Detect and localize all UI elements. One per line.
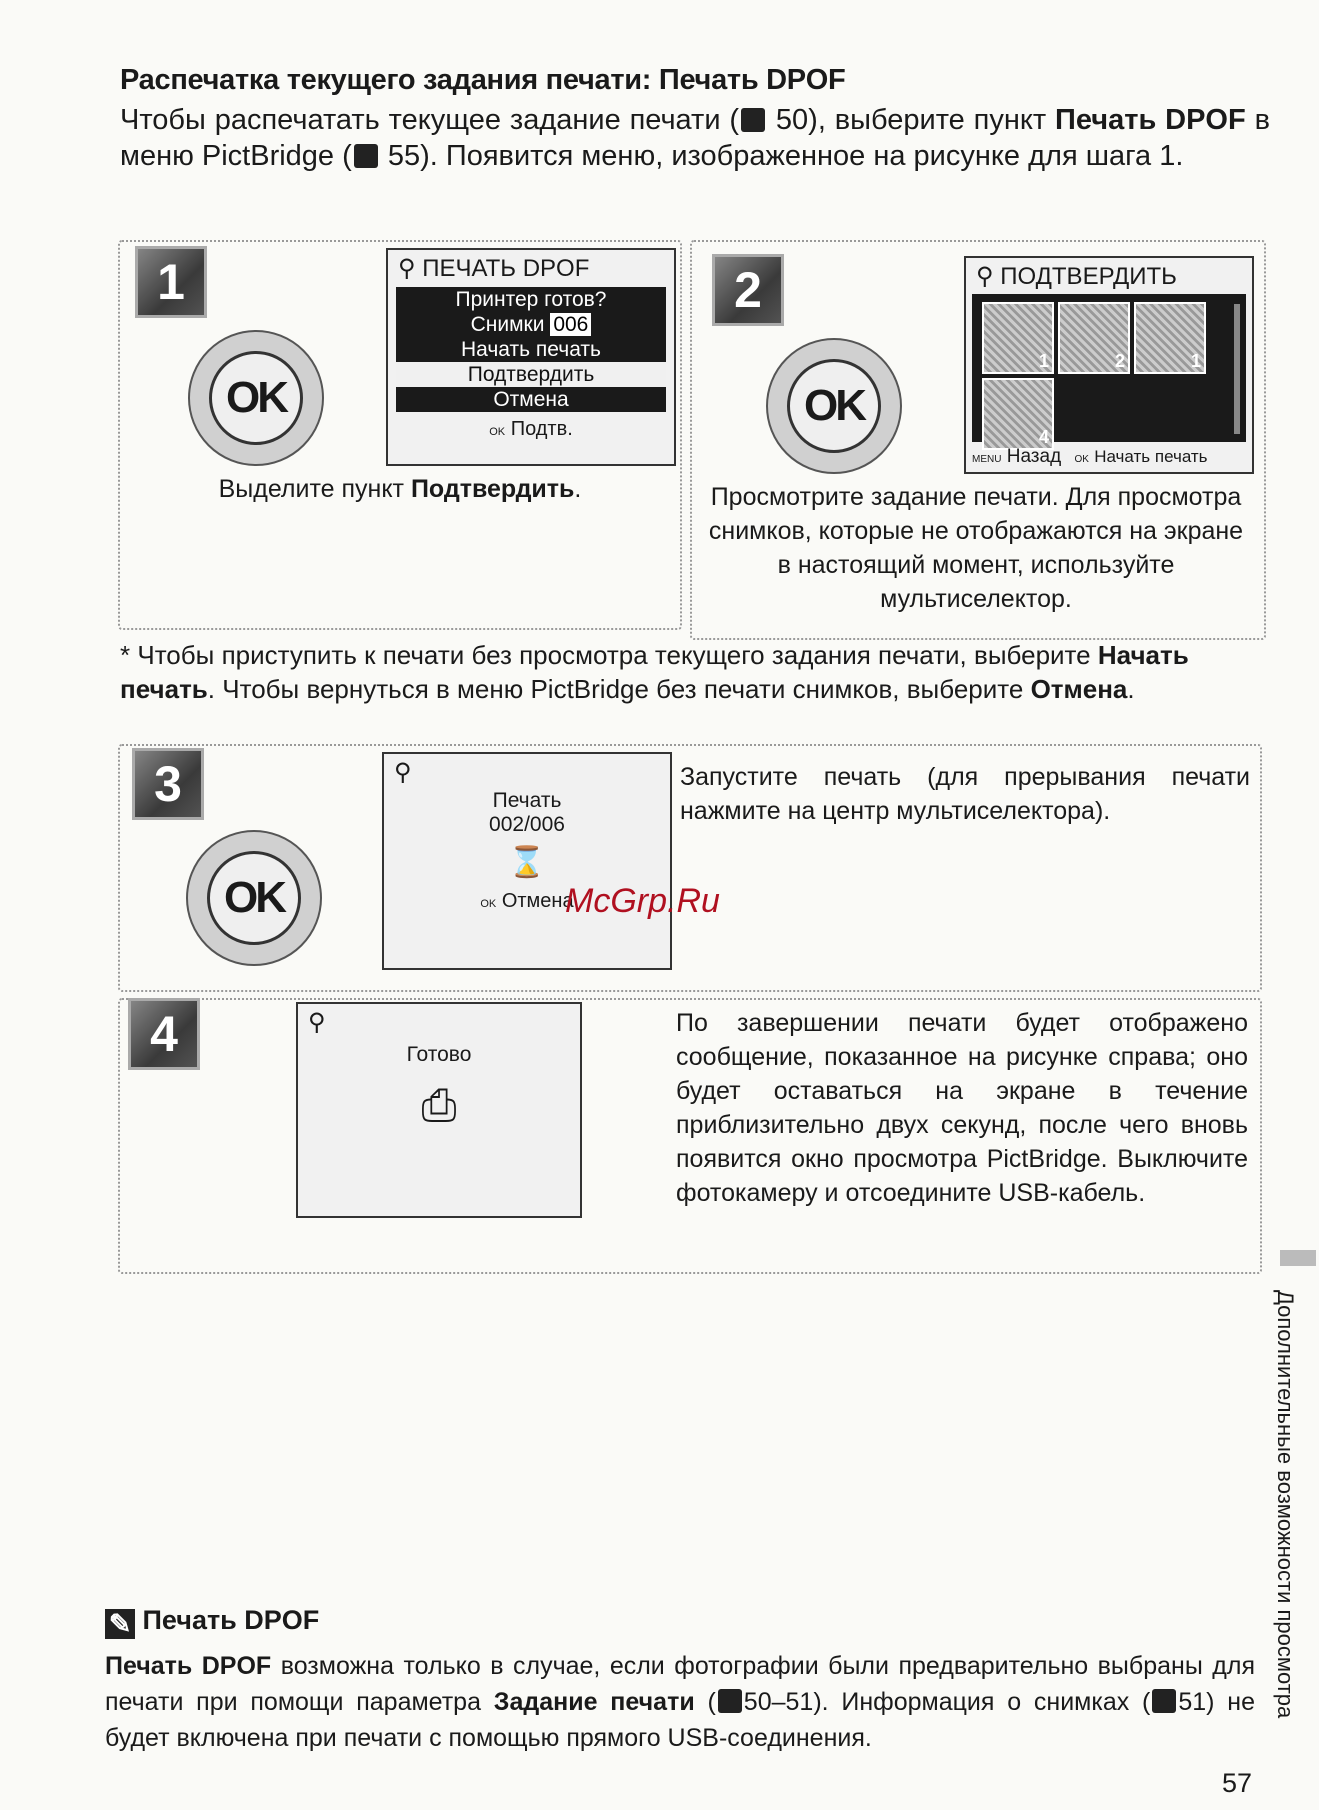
thumbnail[interactable]: 4	[982, 378, 1054, 450]
screen-title	[966, 258, 1252, 295]
thumbnail-grid	[972, 294, 1246, 447]
step4-screen	[296, 1002, 582, 1218]
pencil-icon: ✎	[105, 1609, 135, 1639]
thumbnail[interactable]: 1	[1134, 302, 1206, 374]
step2-caption: Просмотрите задание печати. Для просмотра снимков, которые не отображаются на экране в настоящий момент, используйте мультиселектор.	[708, 483, 1244, 613]
footnote-period: .	[1127, 674, 1135, 704]
step2-screen	[964, 256, 1254, 474]
page-number: 57	[1222, 1768, 1253, 1798]
step3-number: 3	[132, 748, 204, 820]
shots-row	[396, 312, 666, 337]
footnote-text-2: . Чтобы вернуться в меню PictBridge без печати снимков, выберите	[207, 674, 1024, 704]
step1-number: 1	[135, 246, 207, 318]
thumbnail[interactable]: 1	[982, 302, 1054, 374]
ok-key-icon: OK	[489, 426, 506, 438]
caption-period: .	[574, 475, 582, 503]
page-ref-icon	[354, 144, 378, 168]
screen-title	[388, 250, 674, 287]
shots-count: 006	[550, 313, 591, 336]
side-tab-marker	[1280, 1250, 1316, 1266]
side-label-text: Дополнительные возможности просмотра	[1273, 1290, 1298, 1719]
tip-text-1: возможна только в случае, если фотографии были предварительно выбраны для печати при помощи параметра	[105, 1652, 1255, 1716]
page-heading: Распечатка текущего задания печати: Печать DPOF	[120, 64, 846, 96]
watermark: McGrp.Ru	[565, 882, 720, 920]
page-ref-icon	[1152, 1689, 1176, 1713]
multiselector-icon	[766, 338, 902, 474]
scrollbar[interactable]	[1234, 304, 1240, 434]
done-label: Готово	[406, 1043, 472, 1066]
shots-label: Снимки	[470, 313, 545, 336]
menu-key-icon: MENU	[972, 454, 1002, 465]
page-ref-icon	[741, 108, 765, 132]
thumbnail[interactable]: 2	[1058, 302, 1130, 374]
caption-text: Выделите пункт	[218, 475, 404, 503]
step3-screen	[382, 752, 672, 970]
intro-text-1: Чтобы распечатать текущее задание печати (	[120, 104, 740, 136]
ok-button-icon: OK	[209, 351, 303, 445]
menu-item-cancel[interactable]: Отмена	[493, 388, 569, 411]
screen-footer	[972, 446, 1208, 468]
caption-bold: Подтвердить	[410, 475, 575, 503]
tip-ref-2: 51) не будет включена при печати с помощью прямого USB-соединения.	[105, 1688, 1255, 1752]
side-label	[1268, 1290, 1308, 1810]
intro-text-2: в меню PictBridge (	[120, 104, 1270, 172]
step1-screen	[386, 248, 676, 466]
footer-start: Начать печать	[1094, 447, 1208, 466]
step3-text: Запустите печать (для прерывания печати нажмите на центр мультиселектора).	[680, 763, 1250, 825]
menu-item-confirm[interactable]: Подтвердить	[396, 362, 666, 387]
step4-text: По завершении печати будет отображено сообщение, показанное на рисунке справа; оно будет оставаться на экране в течение приблизительно двух секунд, после чего вновь появится окно просмотра PictBridge. Выключите фотокамеру и отсоедините USB-кабель.	[676, 1009, 1248, 1207]
tip-heading-text: Печать DPOF	[142, 1605, 320, 1635]
intro-ref-1: 50), выберите пункт	[775, 104, 1047, 136]
screen-footer	[388, 418, 674, 441]
ok-key-icon: OK	[480, 898, 497, 910]
menu-item-start[interactable]: Начать печать	[460, 338, 601, 361]
intro-paragraph	[120, 102, 1270, 174]
footnote-text-1: Чтобы приступить к печати без просмотра текущего задания печати, выберите	[137, 640, 1091, 670]
multiselector-icon	[188, 330, 324, 466]
page-ref-icon	[718, 1689, 742, 1713]
tip-ref-1: 50–51). Информация о снимках (	[743, 1688, 1151, 1716]
hourglass-icon: ⌛	[508, 846, 546, 879]
printer-icon: ⚲	[976, 263, 994, 290]
footnote-bold-start: Начать печать	[120, 640, 1189, 704]
screen-title-text: ПЕЧАТЬ DPOF	[422, 255, 590, 282]
multiselector-icon	[186, 830, 322, 966]
dpof-menu	[396, 287, 666, 412]
tip-bold-order: Задание печати	[493, 1688, 695, 1716]
footer-confirm: Подтв.	[510, 418, 573, 440]
print-progress: 002/006	[489, 813, 565, 836]
tip-paragraph	[105, 1648, 1255, 1756]
step4-number: 4	[128, 998, 200, 1070]
tip-text-2: (	[707, 1688, 716, 1716]
ok-button-icon: OK	[787, 359, 881, 453]
screen-title-text: ПОДТВЕРДИТЬ	[1000, 263, 1177, 290]
printer-icon: ⚲	[308, 1009, 326, 1036]
footnote-bold-cancel: Отмена	[1030, 674, 1128, 704]
printout-icon: ⎙	[421, 1081, 457, 1130]
intro-bold-dpof: Печать DPOF	[1055, 104, 1246, 136]
tip-heading	[105, 1605, 319, 1639]
footnote	[120, 638, 1270, 706]
footer-back: Назад	[1006, 446, 1062, 467]
printer-icon: ⚲	[394, 759, 412, 786]
ok-button-icon: OK	[207, 851, 301, 945]
tip-bold-dpof: Печать DPOF	[105, 1652, 272, 1680]
step2-number: 2	[712, 254, 784, 326]
printer-ready-label: Принтер готов?	[455, 288, 607, 311]
printer-icon: ⚲	[398, 255, 416, 282]
step1-caption	[150, 472, 650, 506]
printing-label: Печать	[492, 789, 562, 812]
intro-ref-2: 55). Появится меню, изображенное на рисунке для шага 1.	[387, 140, 1184, 172]
footnote-star: *	[120, 640, 131, 670]
ok-key-icon: OK	[1074, 454, 1089, 465]
footer-cancel: Отмена	[501, 890, 574, 912]
